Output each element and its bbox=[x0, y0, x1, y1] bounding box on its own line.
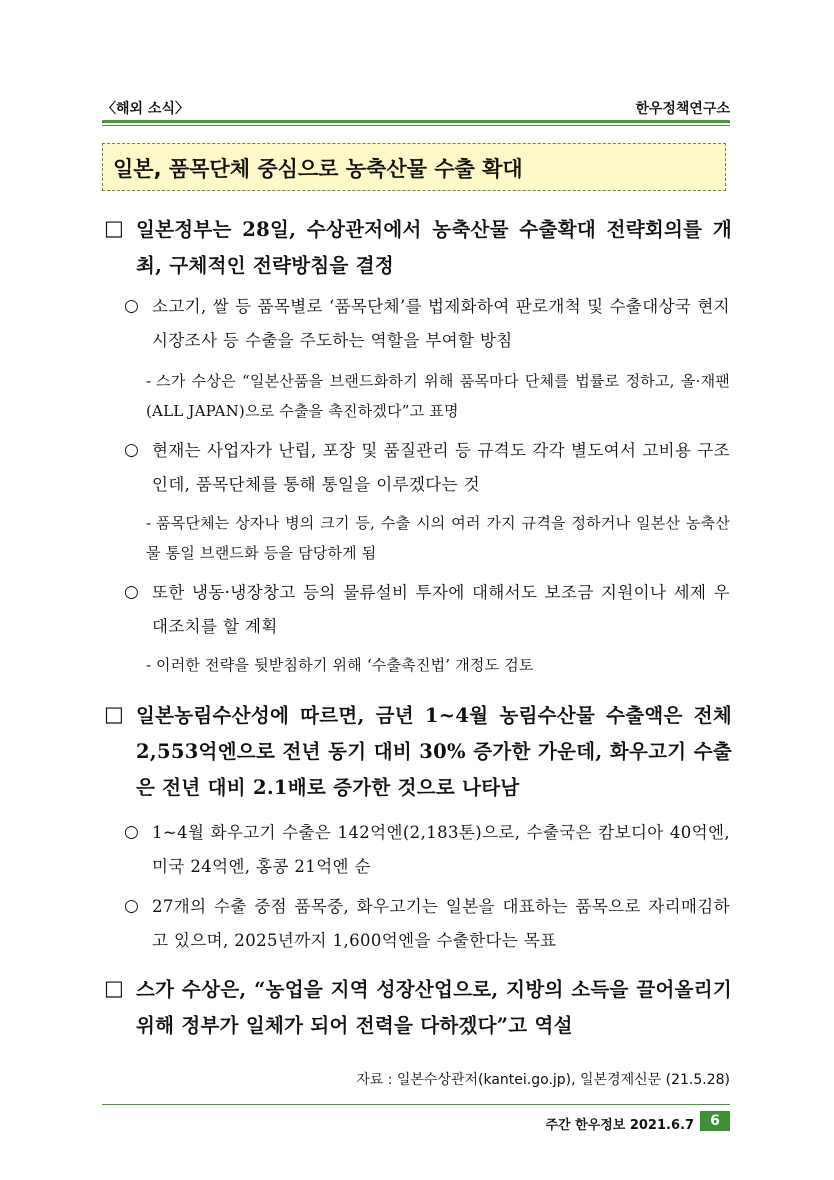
article-title-box bbox=[102, 143, 726, 191]
circle-bullet: ○ bbox=[124, 896, 139, 916]
section-1-item-1-sub bbox=[146, 366, 730, 426]
section-2-item-2: 27개의 수출 중점 품목중, 화우고기는 일본을 대표하는 품목으로 자리매김하고 있으며, 2025년까지 1,600억엔을 수출한다는 목표 bbox=[152, 897, 730, 950]
circle-bullet: ○ bbox=[124, 582, 139, 602]
section-1-item-2-sub bbox=[146, 508, 730, 568]
dash-mark: - bbox=[146, 514, 152, 532]
page-number-badge: 6 bbox=[700, 1111, 730, 1131]
footer-rule bbox=[102, 1104, 730, 1105]
square-bullet: □ bbox=[104, 976, 124, 1000]
section-3-text: 스가 수상은, “농업을 지역 성장산업으로, 지방의 소득을 끌어올리기 위해 정부가 일체가 되어 전력을 다하겠다”고 역설 bbox=[136, 978, 732, 1037]
circle-bullet: ○ bbox=[124, 440, 139, 460]
section-label: 〈해외 소식〉 bbox=[102, 101, 189, 117]
section-2-item-1: 1~4월 화우고기 수출은 142억엔(2,183톤)으로, 수출국은 캄보디아 40억엔, 미국 24억엔, 홍콩 21억엔 순 bbox=[152, 823, 730, 876]
sub-text: 스가 수상은 “일본산품을 브랜드화하기 위해 품목마다 단체를 법률로 정하고, 올·재팬(ALL JAPAN)으로 수출을 촉진하겠다”고 표명 bbox=[146, 372, 730, 420]
dash-mark: - bbox=[146, 656, 152, 674]
sub-text: 이러한 전략을 뒷받침하기 위해 ‘수출촉진법’ 개정도 검토 bbox=[156, 656, 534, 674]
header-rule-thick bbox=[102, 120, 730, 123]
circle-bullet: ○ bbox=[124, 296, 139, 316]
source-citation: 자료 : 일본수상관저(kantei.go.jp), 일본경제신문 (21.5.28) bbox=[356, 1072, 730, 1088]
article-title: 일본, 품목단체 중심으로 농축산물 수출 확대 bbox=[113, 157, 523, 181]
section-1-item-2: 현재는 사업자가 난립, 포장 및 품질관리 등 규격도 각각 별도여서 고비용 구조인데, 품목단체를 통해 통일을 이루겠다는 것 bbox=[152, 441, 730, 494]
square-bullet: □ bbox=[104, 216, 124, 240]
section-1-item-3-sub bbox=[146, 650, 730, 680]
section-1-item-1: 소고기, 쌀 등 품목별로 ‘품목단체’를 법제화하여 판로개척 및 수출대상국 현지 시장조사 등 수출을 주도하는 역할을 부여할 방침 bbox=[152, 297, 730, 350]
organization-name: 한우정책연구소 bbox=[635, 101, 730, 117]
section-1-item-3: 또한 냉동·냉장창고 등의 물류설비 투자에 대해서도 보조금 지원이나 세제 우대조치를 할 계획 bbox=[152, 583, 730, 636]
dash-mark: - bbox=[146, 372, 152, 390]
page-header bbox=[102, 98, 730, 122]
sub-text: 품목단체는 상자나 병의 크기 등, 수출 시의 여러 가지 규격을 정하거나 일본산 농축산물 통일 브랜드화 등을 담당하게 됨 bbox=[146, 514, 730, 562]
page-footer bbox=[102, 1111, 730, 1133]
square-bullet: □ bbox=[104, 702, 124, 726]
circle-bullet: ○ bbox=[124, 822, 139, 842]
header-rule-thin bbox=[102, 125, 730, 126]
section-1-text: 일본정부는 28일, 수상관저에서 농축산물 수출확대 전략회의를 개최, 구체적인 전략방침을 결정 bbox=[136, 218, 732, 277]
section-2-text: 일본농림수산성에 따르면, 금년 1~4월 농림수산물 수출액은 전체 2,553억엔으로 전년 동기 대비 30% 증가한 가운데, 화우고기 수출은 전년 대비 2.1배로 증가한 것으로 나타남 bbox=[136, 704, 732, 799]
publication-info: 주간 한우정보 2021.6.7 bbox=[545, 1118, 694, 1133]
